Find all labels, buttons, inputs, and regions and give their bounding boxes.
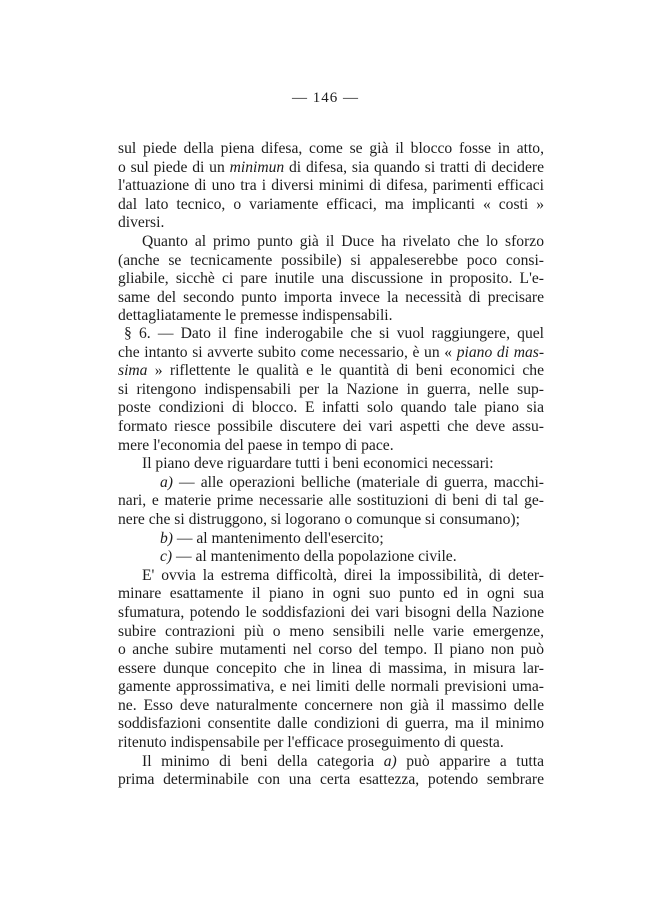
list-label: c) bbox=[160, 548, 173, 566]
text-line: sfumatura, potendo le soddisfazioni dei vari bisogni della Nazione bbox=[118, 603, 544, 621]
text-line bbox=[118, 344, 544, 363]
text-line: gamente approssimativa, e nei limiti delle normali previsioni uma- bbox=[118, 678, 544, 696]
text-line: same del secondo punto importa invece la necessità di precisare bbox=[118, 288, 544, 306]
text-line: poste condizioni di blocco. E infatti solo quando tale piano sia bbox=[118, 399, 544, 417]
list-label: a) bbox=[383, 752, 397, 770]
list-item-a bbox=[118, 474, 544, 493]
text-span: può apparire a tutta bbox=[396, 752, 544, 770]
text-span: — alle operazioni belliche (materiale di guerra, macchi- bbox=[173, 473, 544, 491]
text-line: E' ovvia la estrema difficoltà, direi la impossibilità, di deter- bbox=[142, 566, 544, 584]
text-line bbox=[118, 362, 544, 381]
text-line: sul piede della piena difesa, come se già il blocco fosse in atto, bbox=[118, 140, 544, 157]
list-item-c bbox=[118, 548, 544, 567]
text-span: — al mantenimento dell'esercito; bbox=[173, 529, 384, 547]
text-line: ne. Esso deve naturalmente concernere non già il massimo delle bbox=[118, 696, 544, 714]
section-6 bbox=[118, 325, 544, 790]
paragraph-defense-options bbox=[118, 140, 544, 326]
text-span: » riflettente le qualità e le quantità di beni economici che bbox=[147, 362, 544, 380]
text-span: o sul piede di un bbox=[118, 158, 230, 176]
italic-term: piano di mas- bbox=[456, 343, 544, 361]
text-line: mere l'economia del paese in tempo di pace. bbox=[118, 436, 394, 454]
text-line: formato riesce possibile discutere dei vari aspetti che deve assu- bbox=[118, 417, 544, 435]
text-line: minare esattamente il piano in ogni suo punto ed in ogni sua bbox=[118, 585, 544, 603]
page-number: — 146 — bbox=[292, 90, 359, 106]
text-span: — al mantenimento della popolazione civile. bbox=[172, 548, 457, 566]
text-line: dettagliatamente le premesse indispensabili. bbox=[118, 307, 393, 325]
text-line: prima determinabile con una certa esattezza, potendo sembrare bbox=[118, 771, 544, 789]
italic-term: sima bbox=[118, 362, 148, 380]
text-line: nere che si distruggono, si logorano o comunque si consumano); bbox=[118, 510, 520, 528]
text-line: ritenuto indispensabile per l'efficace proseguimento di questa. bbox=[118, 734, 504, 752]
italic-term: minimun bbox=[229, 158, 285, 176]
text-line: soddisfazioni consentite dalle condizioni di guerra, ma il minimo bbox=[118, 715, 544, 733]
text-line: dal lato tecnico, o variamente efficaci, ma implicanti « costi » bbox=[118, 195, 544, 213]
section-heading-line: § 6. — Dato il fine inderogabile che si vuol raggiungere, quel bbox=[124, 325, 544, 342]
text-line: Quanto al primo punto già il Duce ha rivelato che lo sforzo bbox=[142, 232, 544, 250]
text-line: (anche se tecnicamente possibile) si appaleserebbe poco consi- bbox=[118, 251, 544, 269]
text-span: di difesa, sia quando si tratti di decidere bbox=[284, 158, 544, 176]
text-span: che intanto si avverte subito come necessario, è un « bbox=[118, 343, 457, 361]
text-line bbox=[118, 753, 544, 772]
text-line: si ritengono indispensabili per la Nazione in guerra, nelle sup- bbox=[118, 380, 544, 398]
list-label: b) bbox=[160, 529, 173, 547]
text-line: subire contrazioni più o meno sensibili nelle varie emergenze, bbox=[118, 622, 544, 640]
text-line: diversi. bbox=[118, 214, 165, 232]
text-line bbox=[118, 159, 544, 178]
text-line: l'attuazione di uno tra i diversi minimi di difesa, parimenti efficaci bbox=[118, 177, 544, 195]
list-label: a) bbox=[160, 473, 173, 491]
text-line: Il piano deve riguardare tutti i beni economici necessari: bbox=[142, 455, 494, 473]
text-line: o anche subire mutamenti nel corso del tempo. Il piano non può bbox=[118, 641, 544, 659]
text-line: nari, e materie prime necessarie alle sostituzioni di beni di tal ge- bbox=[118, 492, 544, 510]
text-span: Il minimo di beni della categoria bbox=[142, 752, 384, 770]
list-item-b bbox=[118, 530, 544, 549]
text-line: essere dunque concepito che in linea di massima, in misura lar- bbox=[118, 659, 544, 677]
text-line: gliabile, sicchè ci pare inutile una discussione in proposito. L'e- bbox=[118, 270, 544, 288]
